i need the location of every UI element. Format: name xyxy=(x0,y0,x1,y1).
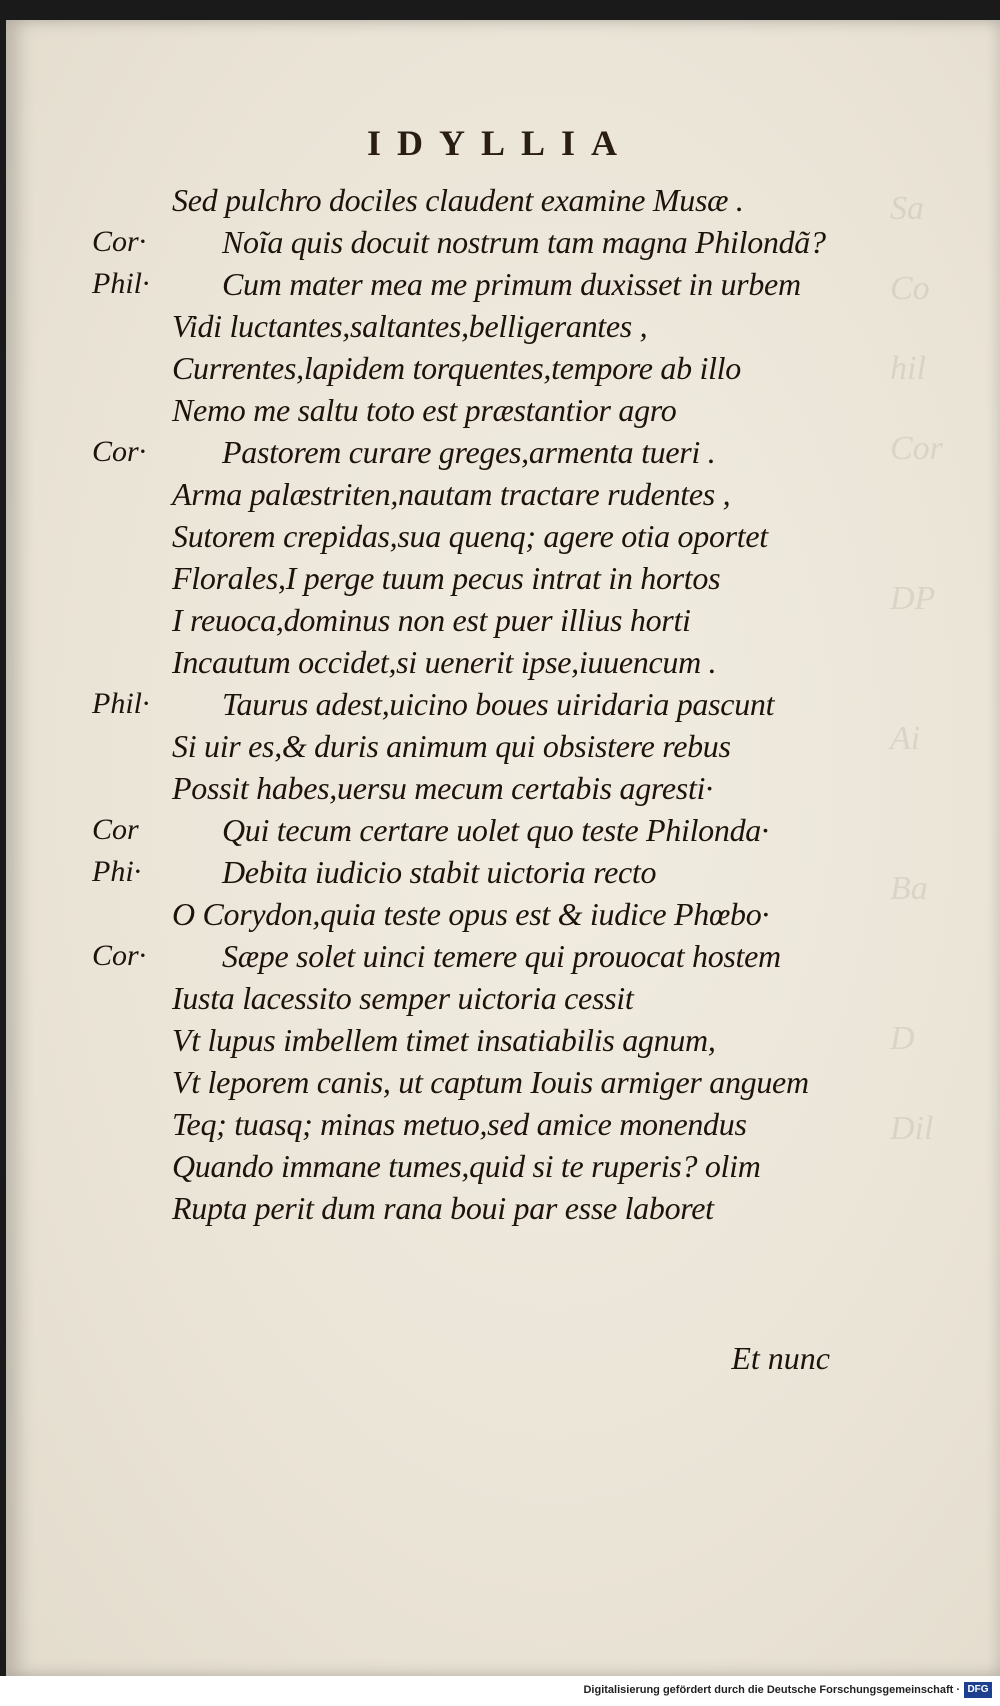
verse-line: Pastorem curare greges,armenta tueri . xyxy=(222,434,716,470)
catchword: Et nunc xyxy=(731,1340,830,1376)
speaker-label: Cor· xyxy=(92,225,147,258)
verse-line: Rupta perit dum rana boui par esse laboret xyxy=(172,1190,714,1226)
speaker-label: Cor· xyxy=(92,435,147,468)
verse-line: Vidi luctantes,saltantes,belligerantes , xyxy=(172,308,648,344)
verse-line: Vt leporem canis, ut captum Iouis armiger anguem xyxy=(172,1064,809,1100)
verse-line: Noĩa quis docuit nostrum tam magna Philondã? xyxy=(222,224,826,260)
verse-line: Sutorem crepidas,sua quenq; agere otia oportet xyxy=(172,518,768,554)
verse-line: Quando immane tumes,quid si te ruperis? olim xyxy=(172,1148,761,1184)
speaker-label: Phil· xyxy=(92,687,150,720)
speaker-label: Phi· xyxy=(92,855,142,888)
verse-line: Iusta lacessito semper uictoria cessit xyxy=(172,980,634,1016)
verse-line: Florales,I perge tuum pecus intrat in hortos xyxy=(172,560,721,596)
verse-line: Incautum occidet,si uenerit ipse,iuuencum . xyxy=(172,644,717,680)
digitization-credit: Digitalisierung gefördert durch die Deutsche Forschungsgemeinschaft · xyxy=(583,1684,960,1696)
verse-line: Currentes,lapidem torquentes,tempore ab illo xyxy=(172,350,741,386)
verse-line: Nemo me saltu toto est præstantior agro xyxy=(172,392,677,428)
verse-line: O Corydon,quia teste opus est & iudice Phœbo· xyxy=(172,896,770,932)
verse-line: Sed pulchro dociles claudent examine Musæ . xyxy=(172,182,744,218)
verse-line: Sæpe solet uinci temere qui prouocat hostem xyxy=(222,938,781,974)
verse-line: Taurus adest,uicino boues uiridaria pascunt xyxy=(222,686,775,722)
verse-line: Debita iudicio stabit uictoria recto xyxy=(222,854,657,890)
verse-line: Cum mater mea me primum duxisset in urbem xyxy=(222,266,801,302)
verse-line: Qui tecum certare uolet quo teste Philonda· xyxy=(222,812,769,848)
verse-line: Possit habes,uersu mecum certabis agresti· xyxy=(172,770,713,806)
running-head: IDYLLIA xyxy=(366,123,634,163)
verse-line: Si uir es,& duris animum qui obsistere rebus xyxy=(172,728,731,764)
speaker-label: Cor· xyxy=(92,939,147,972)
verse-line: I reuoca,dominus non est puer illius horti xyxy=(172,602,691,638)
dfg-logo: DFG xyxy=(964,1682,992,1698)
speaker-label: Phil· xyxy=(92,267,150,300)
verse-line: Arma palæstriten,nautam tractare rudentes , xyxy=(172,476,731,512)
speaker-label: Cor xyxy=(92,813,139,846)
verse-line: Vt lupus imbellem timet insatiabilis agnum, xyxy=(172,1022,716,1058)
verse-line: Teq; tuasq; minas metuo,sed amice monendus xyxy=(172,1106,747,1142)
show-through-text: Sa Co hil Cor DP Ai Ba D Dil xyxy=(890,190,943,1147)
